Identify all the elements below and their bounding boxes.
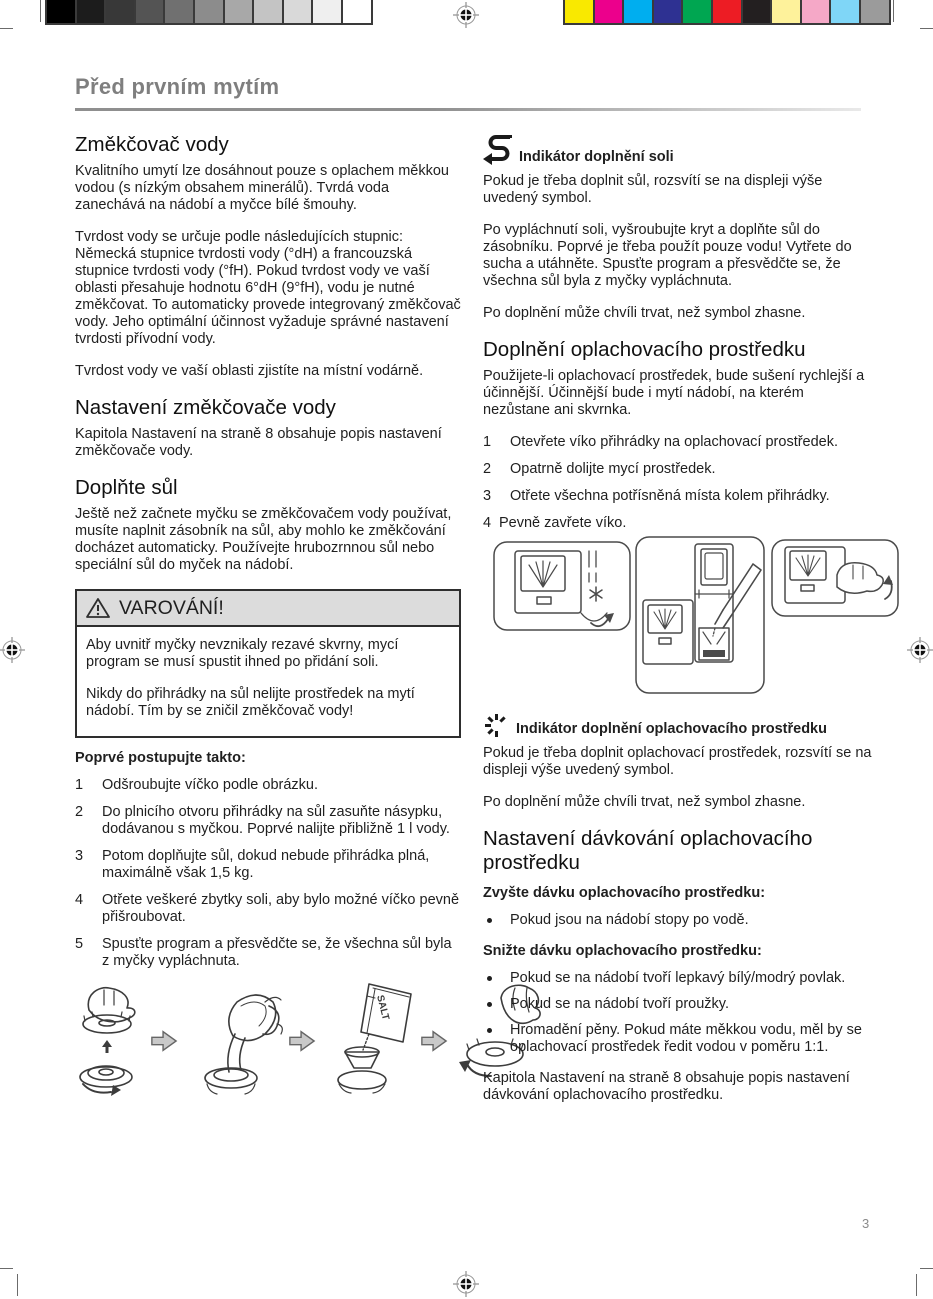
rinse-step-2: [483, 461, 873, 478]
warning-triangle-icon: [86, 597, 110, 619]
section-title-rinse-aid-fill: Doplnění oplachovacího prostředku: [483, 338, 806, 361]
step-number: 3: [75, 848, 84, 864]
step-number: 4: [75, 892, 84, 908]
salt-bag-label: SALT: [374, 994, 391, 1022]
step-number: 3: [483, 488, 492, 504]
softener-setting-paragraph: Kapitola Nastavení na straně 8 obsahuje popis nastavení změkčovače vody.: [75, 426, 442, 459]
calibration-swatch: [743, 0, 773, 23]
calibration-swatch: [254, 0, 284, 23]
step-text: Opatrně dolijte mycí prostředek.: [510, 461, 716, 477]
dosage-decrease-item: [483, 996, 873, 1013]
salt-indicator-title: Indikátor doplnění soli: [519, 149, 674, 165]
warning-paragraph-2: Nikdy do přihrádky na sůl nelijte prostředek na mytí nádobí. Tím by se zničil změkčovač vody!: [86, 686, 415, 719]
step-number: 4: [483, 515, 492, 531]
calibration-swatch: [831, 0, 861, 23]
warning-body: [77, 627, 459, 736]
crop-mark: [0, 1268, 13, 1269]
arrow-right-icon: [288, 1026, 316, 1056]
page-number: 3: [862, 1216, 870, 1231]
bullet-text: Pokud se na nádobí tvoří lepkavý bílý/modrý povlak.: [510, 970, 846, 986]
rinse-indicator-title: Indikátor doplnění oplachovacího prostředku: [516, 721, 827, 737]
rinse-step-4: [483, 515, 873, 532]
softener-paragraph-3: Tvrdost vody ve vaší oblasti zjistíte na místní vodárně.: [75, 363, 424, 379]
crop-mark: [40, 0, 41, 22]
pour-salt-illustration: [317, 980, 419, 1102]
calibration-swatch: [195, 0, 225, 23]
dosage-increase-item: [483, 912, 873, 929]
open-lid-illustration: [493, 541, 631, 631]
dosage-decrease-item: [483, 1022, 873, 1056]
pour-rinse-aid-illustration: [635, 536, 765, 694]
salt-step-5: [75, 936, 461, 970]
calibration-swatch: [313, 0, 343, 23]
step-number: 5: [75, 936, 84, 952]
section-title-softener-setting: Nastavení změkčovače vody: [75, 396, 336, 419]
step-text: Pevně zavřete víko.: [499, 515, 627, 531]
page-title: Před prvním mytím: [75, 74, 280, 99]
salt-indicator-paragraph-1: Pokud je třeba doplnit sůl, rozsvítí se na displeji výše uvedený symbol.: [483, 173, 823, 206]
section-title-add-salt: Doplňte sůl: [75, 476, 178, 499]
rinse-aid-indicator-icon: [483, 712, 510, 739]
step-number: 1: [483, 434, 492, 450]
dosage-decrease-item: [483, 970, 873, 987]
registration-mark-icon: [0, 637, 25, 663]
section-title-rinse-dosage: Nastavení dávkování oplachovacího prostředku: [483, 827, 813, 874]
salt-step-2: [75, 804, 461, 838]
pour-water-illustration: [179, 980, 287, 1102]
calibration-swatch: [77, 0, 107, 23]
unscrew-cap-illustration: [61, 980, 149, 1102]
bullet-dot: [487, 1002, 492, 1007]
bullet-dot: [487, 976, 492, 981]
calibration-swatch: [683, 0, 713, 23]
color-calibration-bar: [563, 0, 891, 25]
step-text: Otřete veškeré zbytky soli, aby bylo možné víčko pevně přišroubovat.: [102, 892, 460, 925]
calibration-swatch: [802, 0, 832, 23]
calibration-swatch: [595, 0, 625, 23]
calibration-swatch: [624, 0, 654, 23]
warning-title: VAROVÁNÍ!: [119, 596, 224, 619]
crop-mark: [916, 1274, 917, 1296]
rinse-step-3: [483, 488, 873, 505]
header-rule: [75, 108, 861, 111]
crop-mark: [893, 0, 894, 22]
salt-indicator-heading: [483, 133, 873, 167]
step-text: Otevřete víko přihrádky na oplachovací prostředek.: [510, 434, 839, 450]
bullet-text: Pokud jsou na nádobí stopy po vodě.: [510, 912, 749, 928]
dosage-increase-title: Zvyšte dávku oplachovacího prostředku:: [483, 885, 766, 901]
step-text: Do plnicího otvoru přihrádky na sůl zasuňte násypku, dodávanou s myčkou. Poprvé nalijte přibližně 1 l vody.: [102, 804, 450, 837]
registration-mark-icon: [907, 637, 933, 663]
section-title-water-softener: Změkčovač vody: [75, 133, 229, 156]
crop-mark: [17, 1274, 18, 1296]
salt-step-3: [75, 848, 461, 882]
calibration-swatch: [225, 0, 255, 23]
step-text: Otřete všechna potřísněná místa kolem přihrádky.: [510, 488, 830, 504]
grayscale-calibration-bar: [45, 0, 373, 25]
calibration-swatch: [284, 0, 314, 23]
bullet-text: Pokud se na nádobí tvoří proužky.: [510, 996, 729, 1012]
rinse-aid-fill-paragraph: Použijete-li oplachovací prostředek, bude sušení rychlejší a účinnější. Účinnější bude i mytí nádobí, na kterém nezůstane ani skvrnka.: [483, 368, 865, 418]
crop-mark: [920, 1268, 933, 1269]
calibration-swatch: [654, 0, 684, 23]
softener-paragraph-1: Kvalitního umytí lze dosáhnout pouze s oplachem měkkou vodou (s nízkým obsahem minerálů). Tvrdá voda zanechává na nádobí a myčce bílé šmouhy.: [75, 163, 449, 213]
registration-mark-icon: [453, 2, 479, 28]
crop-mark: [920, 28, 933, 29]
rinse-indicator-heading: [483, 712, 873, 739]
calibration-swatch: [861, 0, 889, 23]
calibration-swatch: [772, 0, 802, 23]
calibration-swatch: [713, 0, 743, 23]
step-number: 2: [483, 461, 492, 477]
calibration-swatch: [47, 0, 77, 23]
dosage-decrease-title: Snižte dávku oplachovacího prostředku:: [483, 943, 762, 959]
arrow-right-icon: [420, 1026, 448, 1056]
rinse-indicator-paragraph-1: Pokud je třeba doplnit oplachovací prostředek, rozsvítí se na displeji výše uvedený symbol.: [483, 745, 872, 778]
salt-indicator-paragraph-2: Po vypláchnutí soli, vyšroubujte kryt a doplňte sůl do zásobníku. Poprvé je třeba použít pouze vodu! Vytřete do sucha a utáhněte. Spusťte program a přesvědčte se, že všechna sůl byla z myčky vypláchnuta.: [483, 222, 852, 289]
bullet-dot: [487, 918, 492, 923]
left-column: [75, 133, 461, 1102]
bullet-dot: [487, 1028, 492, 1033]
step-text: Spusťte program a přesvědčte se, že všechna sůl byla z myčky vypláchnuta.: [102, 936, 452, 969]
warning-header: [77, 591, 459, 627]
salt-step-4: [75, 892, 461, 926]
first-time-title: Poprvé postupujte takto:: [75, 750, 246, 766]
step-number: 2: [75, 804, 84, 820]
page-header: [75, 74, 861, 111]
registration-mark-icon: [453, 1271, 479, 1297]
calibration-swatch: [136, 0, 166, 23]
dosage-footer-paragraph: Kapitola Nastavení na straně 8 obsahuje popis nastavení dávkování oplachovacího prostředku.: [483, 1070, 850, 1103]
add-salt-paragraph: Ještě než začnete myčku se změkčovačem vody používat, musíte naplnit zásobník na sůl, aby mohlo ke změkčování docházet automaticky. Používejte hrubozrnnou sůl nebo speciální sůl do myček na nádobí.: [75, 506, 452, 573]
wipe-and-close-illustration: [771, 539, 899, 617]
salt-illustration-row: [61, 980, 481, 1102]
right-column: [483, 133, 873, 1119]
warning-paragraph-1: Aby uvnitř myčky nevznikaly rezavé skvrny, mycí program se musí spustit ihned po přidání soli.: [86, 637, 399, 670]
softener-paragraph-2: Tvrdost vody se určuje podle následujících stupnic: Německá stupnice tvrdosti vody (°dH) a francouzská stupnice tvrdosti vody (°fH). Pokud tvrdost vody ve vaší oblasti přesahuje hodnotu 6°dH (9°fH), vodu je nutné změkčovat. To automaticky provede integrovaný změkčovač vody. Jeho optimální účinnost vyžaduje správné nastavení tvrdosti přívodní vody.: [75, 229, 461, 347]
arrow-right-icon: [150, 1026, 178, 1056]
bullet-text: Hromadění pěny. Pokud máte měkkou vodu, měl by se oplachovací prostředek ředit vodou v poměru 1:1.: [510, 1022, 862, 1055]
rinse-indicator-paragraph-2: Po doplnění může chvíli trvat, než symbol zhasne.: [483, 794, 806, 810]
salt-indicator-icon: [483, 133, 513, 167]
rinse-aid-illustration-row: [483, 536, 873, 704]
rinse-step-1: [483, 434, 873, 451]
calibration-swatch: [343, 0, 371, 23]
calibration-swatch: [565, 0, 595, 23]
salt-step-1: [75, 777, 461, 794]
crop-mark: [0, 28, 13, 29]
step-number: 1: [75, 777, 84, 793]
step-text: Odšroubujte víčko podle obrázku.: [102, 777, 319, 793]
salt-indicator-paragraph-3: Po doplnění může chvíli trvat, než symbol zhasne.: [483, 305, 806, 321]
calibration-swatch: [165, 0, 195, 23]
calibration-swatch: [106, 0, 136, 23]
step-text: Potom doplňujte sůl, dokud nebude přihrádka plná, maximálně však 1,5 kg.: [102, 848, 430, 881]
warning-box: [75, 589, 461, 738]
